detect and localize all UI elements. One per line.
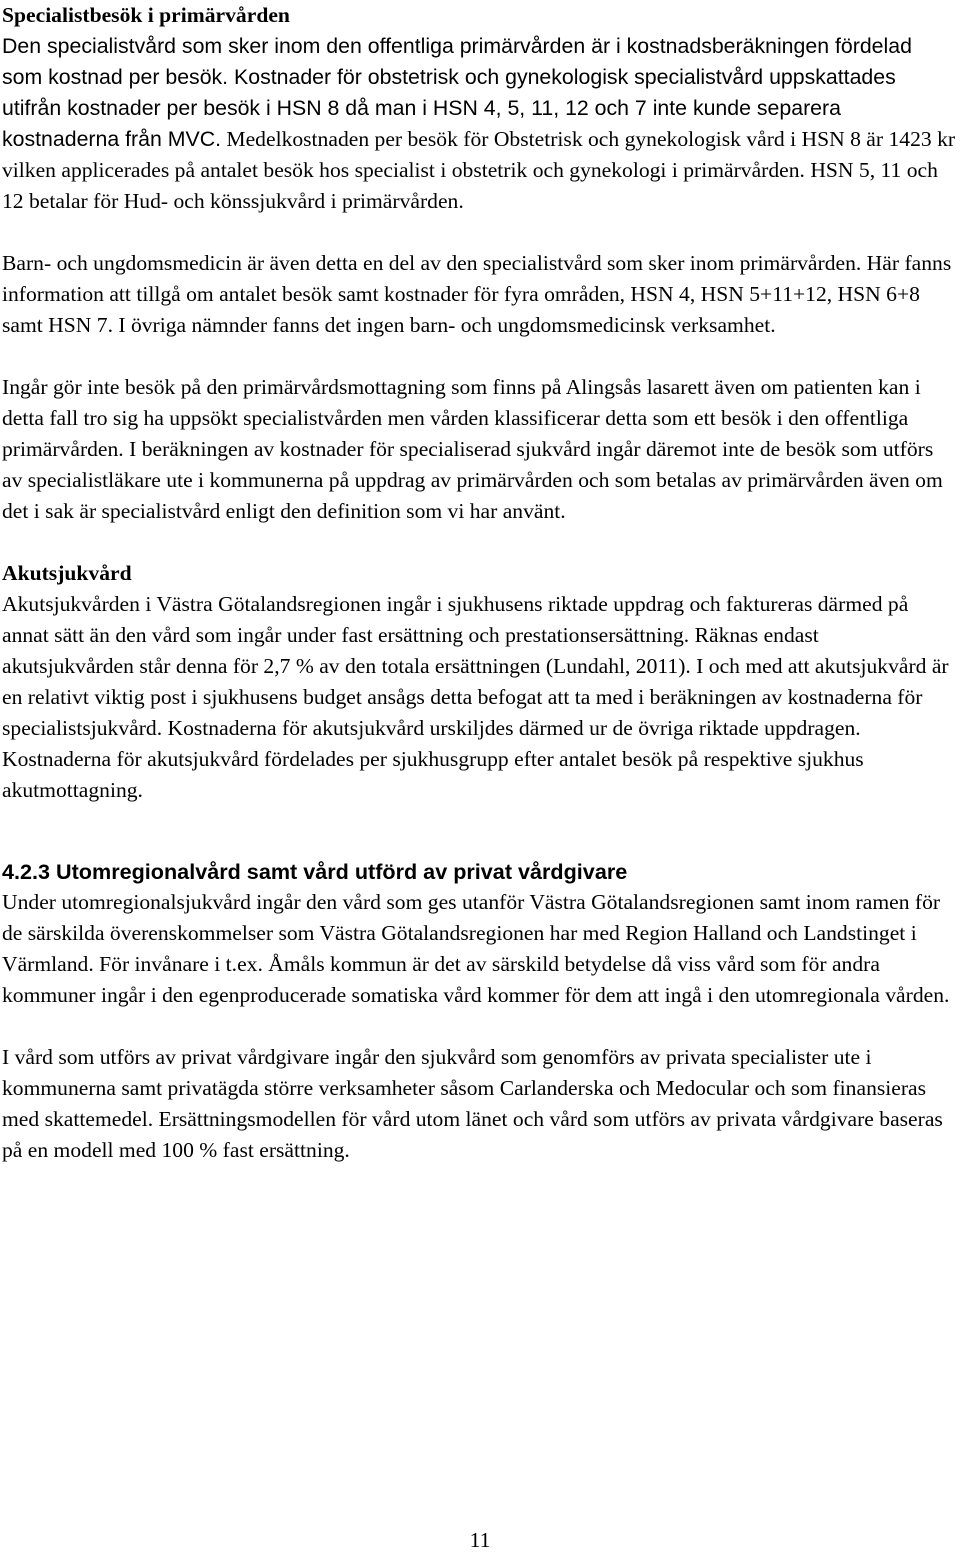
section-heading-specialistbesok: Specialistbesök i primärvården bbox=[2, 3, 290, 27]
paragraph-specialist-2: Barn- och ungdomsmedicin är även detta en del av den specialistvård som sker inom primärvården. Här fanns information att tillgå om antalet besök samt kostnader för fyra områden, HSN 4, HSN 5+11+12, HSN 6+8 samt HSN 7. I övriga nämnder fanns det ingen barn- och ungdomsmedicinsk verksamhet. bbox=[2, 251, 952, 337]
page-content bbox=[2, 0, 956, 1166]
paragraph-utomregional-1: Under utomregionalsjukvård ingår den vård som ges utanför Västra Götalandsregionen samt inom ramen för de särskilda överenskommelser som Västra Götalandsregionen har med Region Halland och Landstinget i Värmland. För invånare i t.ex. Åmåls kommun är det av särskild betydelse då viss vård som för andra kommuner ingår i den egenproducerade somatiska vård kommer för dem att ingå i den utomregionala vården. bbox=[2, 890, 950, 1007]
paragraph-specialist-1 bbox=[2, 31, 956, 217]
paragraph-specialist-1-sans: Den specialistvård som sker inom den offentliga primärvården är i kostnadsberäkningen fördelad som kostnad per besök. Kostnader för obstetrisk och gynekologisk specialistvård uppskattades utifrån kostnader per besök i HSN 8 då man i HSN 4, 5, 11, 12 och 7 inte kunde separera kostnaderna från MVC. bbox=[2, 34, 912, 151]
paragraph-akut-1: Akutsjukvården i Västra Götalandsregionen ingår i sjukhusens riktade uppdrag och faktureras därmed på annat sätt än den vård som ingår under fast ersättning och prestationsersättning. Räknas endast akutsjukvården står denna för 2,7 % av den totala ersättningen (Lundahl, 2011). I och med att akutsjukvård är en relativt viktig post i sjukhusens budget ansågs detta befogat att ta med i beräkningen av kostnaderna för specialistsjukvård. Kostnaderna för akutsjukvård urskiljdes därmed ur de övriga riktade uppdragen. Kostnaderna för akutsjukvård fördelades per sjukhusgrupp efter antalet besök på respektive sjukhus akutmottagning. bbox=[2, 592, 949, 802]
section-heading-utomregional: 4.2.3 Utomregionalvård samt vård utförd av privat vårdgivare bbox=[2, 859, 628, 884]
paragraph-utomregional-2: I vård som utförs av privat vårdgivare ingår den sjukvård som genomförs av privata specialister ute i kommunerna samt privatägda större verksamheter såsom Carlanderska och Medocular och som finansieras med skattemedel. Ersättningsmodellen för vård utom länet och vård som utförs av privata vårdgivare baseras på en modell med 100 % fast ersättning. bbox=[2, 1045, 943, 1162]
paragraph-specialist-3: Ingår gör inte besök på den primärvårdsmottagning som finns på Alingsås lasarett även om patienten kan i detta fall tro sig ha uppsökt specialistvården men vården klassificerar detta som ett besök i den offentliga primärvården. I beräkningen av kostnader för specialiserad sjukvård ingår däremot inte de besök som utförs av specialistläkare ute i kommunerna på uppdrag av primärvården och som betalas av primärvården även om det i sak är specialistvård enligt den definition som vi har använt. bbox=[2, 375, 943, 523]
page-number: 11 bbox=[469, 1528, 491, 1552]
section-heading-akutsjukvard: Akutsjukvård bbox=[2, 561, 132, 585]
paragraph-specialist-1-serif: Medelkostnaden per besök för Obstetrisk och gynekologisk vård i HSN 8 är 1423 kr vilken applicerades på antalet besök hos specialist i obstetrik och gynekologi i primärvården. HSN 5, 11 och 12 betalar för Hud- och könssjukvård i primärvården. bbox=[2, 127, 956, 213]
